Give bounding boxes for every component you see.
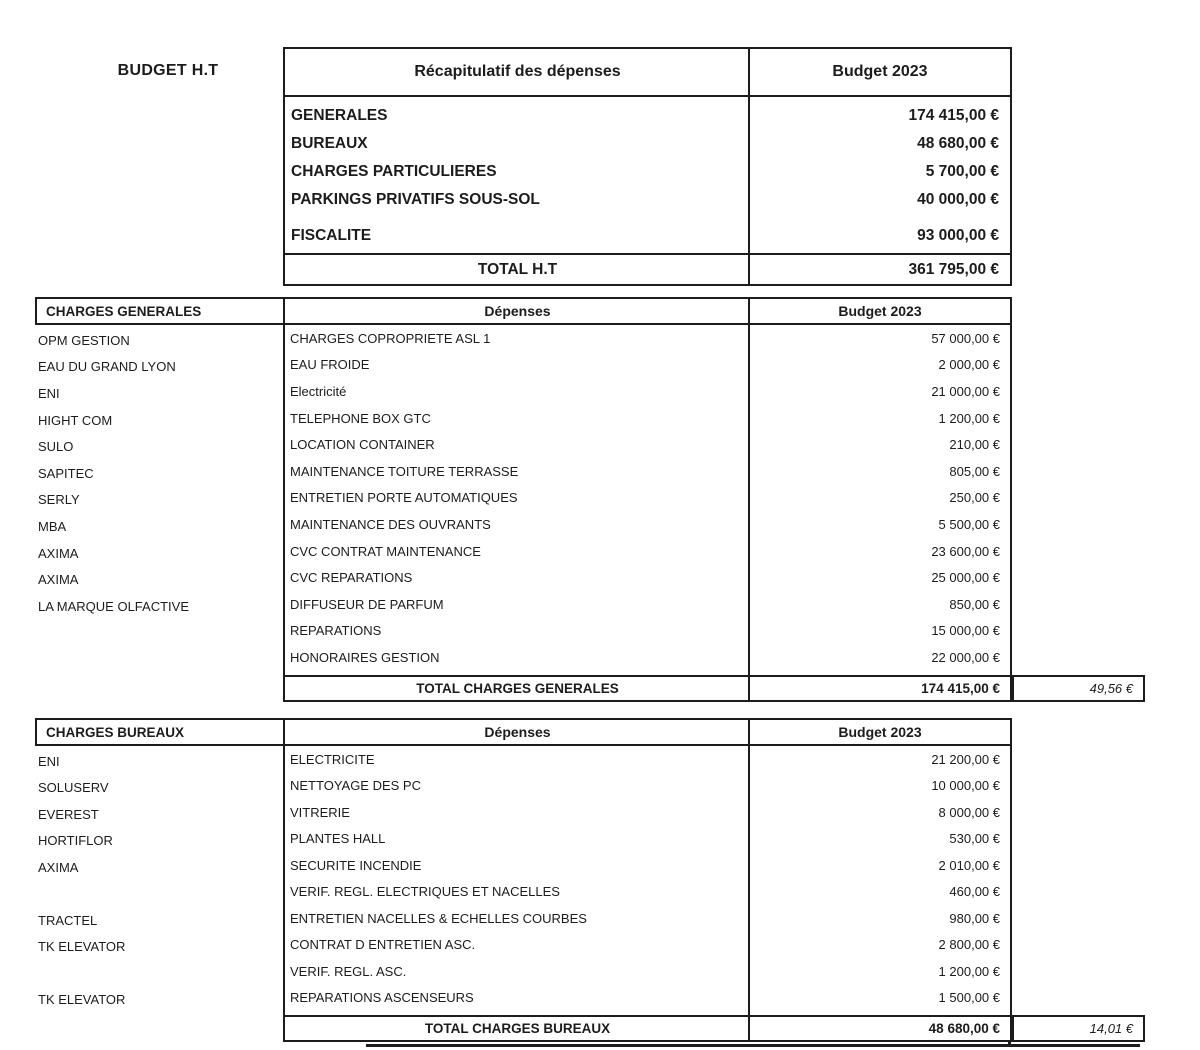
vendor-cell [38, 960, 278, 987]
expense-cell: NETTOYAGE DES PC [290, 778, 421, 794]
section-header-budget: Budget 2023 [838, 303, 922, 319]
summary-header-expenses: Récapitulatif des dépenses [414, 63, 621, 80]
vendor-cell: HIGHT COM [38, 412, 113, 428]
amount-cell: 2 800,00 € [938, 937, 1000, 953]
summary-row-amount: 40 000,00 € [917, 191, 999, 208]
expense-cell: TELEPHONE BOX GTC [290, 410, 431, 426]
vendor-cell: AXIMA [38, 859, 79, 875]
expense-cell: MAINTENANCE TOITURE TERRASSE [290, 463, 519, 479]
amount-cell: 8 000,00 € [938, 804, 1000, 820]
table-row [285, 405, 1010, 432]
expense-cell: Electricité [290, 383, 347, 399]
section-column-divider [748, 720, 750, 1040]
amount-cell: 250,00 € [949, 490, 1000, 506]
page-title: BUDGET H.T [117, 62, 219, 79]
section-total-label: TOTAL CHARGES GENERALES [416, 681, 619, 696]
section-header-expenses: Dépenses [484, 303, 551, 319]
ratio-value: 14,01 € [1089, 1021, 1133, 1036]
amount-cell: 530,00 € [949, 831, 1000, 847]
expense-cell: REPARATIONS ASCENSEURS [290, 990, 474, 1006]
table-row [285, 538, 1010, 565]
amount-cell: 21 000,00 € [931, 383, 1000, 399]
vendor-cell: SOLUSERV [38, 780, 109, 796]
summary-row [285, 222, 1010, 250]
vendor-cell: HORTIFLOR [38, 833, 113, 849]
ratio-value: 49,56 € [1089, 681, 1133, 696]
vendor-cell: EAU DU GRAND LYON [38, 359, 176, 375]
amount-cell: 850,00 € [949, 596, 1000, 612]
vendor-cell: OPM GESTION [38, 332, 130, 348]
vendor-cell: TK ELEVATOR [38, 939, 126, 955]
expense-cell: CONTRAT D ENTRETIEN ASC. [290, 937, 476, 953]
vendor-cell [38, 646, 278, 673]
ratio-box [1012, 675, 1145, 702]
expense-cell: VITRERIE [290, 804, 350, 820]
vendor-cell [38, 881, 278, 908]
table-row [285, 431, 1010, 458]
section-charges-generales [35, 297, 1145, 702]
summary-row [285, 186, 1010, 214]
vendor-cell: AXIMA [38, 572, 79, 588]
summary-row-amount: 5 700,00 € [925, 163, 999, 180]
section-header-row [285, 720, 1010, 746]
summary-total-label: TOTAL H.T [477, 260, 558, 278]
amount-cell: 805,00 € [949, 463, 1000, 479]
vendor-cell: ENI [38, 385, 60, 401]
expense-cell: HONORAIRES GESTION [290, 649, 440, 665]
summary-row-amount: 48 680,00 € [917, 135, 999, 152]
table-row [285, 746, 1010, 773]
vendor-cell: AXIMA [38, 545, 79, 561]
section-total-amount: 174 415,00 € [921, 681, 1000, 696]
table-row [285, 618, 1010, 645]
expense-cell: LOCATION CONTAINER [290, 437, 435, 453]
amount-cell: 2 000,00 € [938, 357, 1000, 373]
table-row [285, 564, 1010, 591]
vendor-cell: SAPITEC [38, 465, 94, 481]
summary-row [285, 158, 1010, 186]
summary-row-amount: 93 000,00 € [917, 227, 999, 244]
vendor-cell: SULO [38, 439, 74, 455]
summary-header-budget: Budget 2023 [832, 63, 928, 80]
table-row [285, 773, 1010, 800]
summary-total-row [285, 253, 1010, 284]
amount-cell: 980,00 € [949, 910, 1000, 926]
table-row [285, 591, 1010, 618]
amount-cell: 23 600,00 € [931, 543, 1000, 559]
expenses-table [283, 297, 1012, 702]
amount-cell: 22 000,00 € [931, 649, 1000, 665]
table-row [285, 799, 1010, 826]
vendor-cell: TK ELEVATOR [38, 992, 126, 1008]
expense-cell: CVC CONTRAT MAINTENANCE [290, 543, 481, 559]
table-row [285, 352, 1010, 379]
table-row [285, 985, 1010, 1012]
section-body [285, 325, 1010, 675]
vendor-cell: MBA [38, 518, 67, 534]
section-header-budget: Budget 2023 [838, 724, 922, 740]
table-row [285, 378, 1010, 405]
vendor-cell: EVEREST [38, 806, 99, 822]
summary-row-label: PARKINGS PRIVATIFS SOUS-SOL [291, 191, 540, 208]
table-row [285, 932, 1010, 959]
expense-cell: DIFFUSEUR DE PARFUM [290, 596, 444, 612]
summary-row-label: GENERALES [291, 107, 388, 124]
expense-cell: PLANTES HALL [290, 831, 386, 847]
summary-header-row [285, 49, 1010, 97]
table-row [285, 905, 1010, 932]
expense-cell: ELECTRICITE [290, 751, 375, 767]
summary-row [285, 102, 1010, 130]
section-header-expenses: Dépenses [484, 724, 551, 740]
summary-body [285, 97, 1010, 253]
section-total-row [285, 1015, 1010, 1040]
vendor-cell [38, 620, 278, 647]
amount-cell: 2 010,00 € [938, 857, 1000, 873]
expense-cell: CVC REPARATIONS [290, 570, 413, 586]
ratio-box [1012, 1015, 1145, 1042]
summary-total-amount: 361 795,00 € [908, 260, 999, 278]
section-column-divider [748, 299, 750, 700]
table-row [285, 826, 1010, 853]
next-table-top-border [366, 1044, 1140, 1047]
expenses-table [283, 718, 1012, 1042]
summary-row [285, 130, 1010, 158]
table-row [285, 485, 1010, 512]
section-name-box [35, 718, 285, 746]
table-row [285, 879, 1010, 906]
amount-cell: 15 000,00 € [931, 623, 1000, 639]
section-total-label: TOTAL CHARGES BUREAUX [424, 1021, 611, 1036]
section-name: CHARGES GENERALES [46, 303, 202, 319]
amount-cell: 1 500,00 € [938, 990, 1000, 1006]
table-row [285, 325, 1010, 352]
amount-cell: 21 200,00 € [931, 751, 1000, 767]
summary-column-divider [748, 49, 750, 284]
expense-cell: REPARATIONS [290, 623, 382, 639]
section-charges-bureaux [35, 718, 1145, 1042]
expense-cell: SECURITE INCENDIE [290, 857, 422, 873]
table-row [285, 511, 1010, 538]
summary-row-label: CHARGES PARTICULIERES [291, 163, 497, 180]
next-table-column-tick [1008, 1042, 1011, 1047]
section-name-box [35, 297, 285, 325]
amount-cell: 10 000,00 € [931, 778, 1000, 794]
table-row [285, 458, 1010, 485]
expense-cell: EAU FROIDE [290, 357, 370, 373]
expense-cell: MAINTENANCE DES OUVRANTS [290, 516, 491, 532]
vendor-column [38, 327, 278, 673]
expense-cell: CHARGES COPROPRIETE ASL 1 [290, 330, 491, 346]
section-name: CHARGES BUREAUX [46, 724, 185, 740]
table-row [285, 852, 1010, 879]
expense-cell: VERIF. REGL. ASC. [290, 963, 407, 979]
vendor-column [38, 748, 278, 1013]
vendor-cell: TRACTEL [38, 912, 98, 928]
summary-row-label: FISCALITE [291, 227, 372, 244]
amount-cell: 1 200,00 € [938, 963, 1000, 979]
section-header-row [285, 299, 1010, 325]
summary-row-label: BUREAUX [291, 135, 368, 152]
summary-table [283, 47, 1012, 286]
vendor-cell: ENI [38, 753, 60, 769]
table-row [285, 644, 1010, 671]
amount-cell: 210,00 € [949, 437, 1000, 453]
section-body [285, 746, 1010, 1015]
section-total-row [285, 675, 1010, 700]
expense-cell: VERIF. REGL. ELECTRIQUES ET NACELLES [290, 884, 560, 900]
expense-cell: ENTRETIEN NACELLES & ECHELLES COURBES [290, 910, 587, 926]
amount-cell: 57 000,00 € [931, 330, 1000, 346]
vendor-cell: SERLY [38, 492, 80, 508]
amount-cell: 25 000,00 € [931, 570, 1000, 586]
vendor-cell: LA MARQUE OLFACTIVE [38, 598, 189, 614]
expense-cell: ENTRETIEN PORTE AUTOMATIQUES [290, 490, 518, 506]
amount-cell: 460,00 € [949, 884, 1000, 900]
amount-cell: 1 200,00 € [938, 410, 1000, 426]
table-row [285, 958, 1010, 985]
summary-row-amount: 174 415,00 € [908, 107, 999, 124]
amount-cell: 5 500,00 € [938, 516, 1000, 532]
section-total-amount: 48 680,00 € [928, 1021, 1000, 1036]
